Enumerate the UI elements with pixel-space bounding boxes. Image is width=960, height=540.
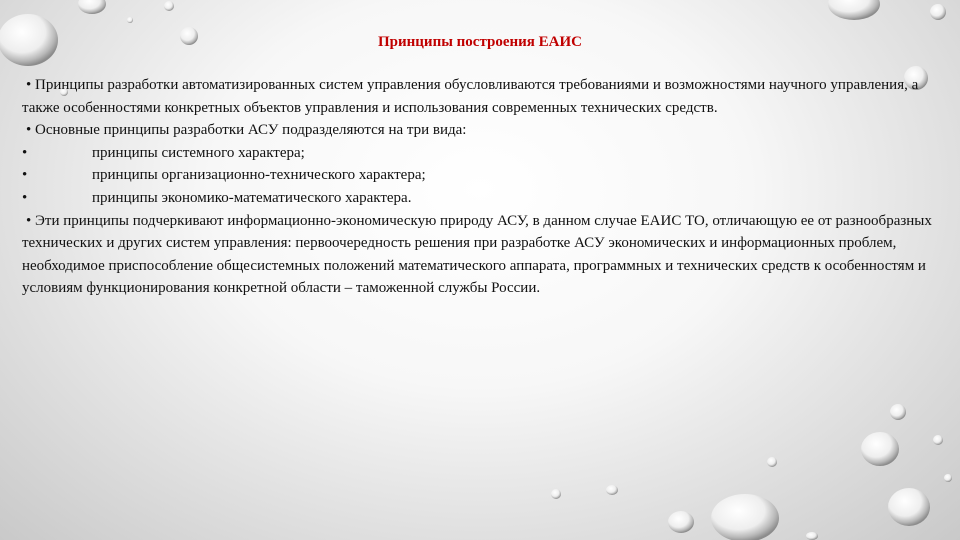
water-drop-icon [828,0,880,20]
water-drop-icon [806,532,818,540]
water-drop-icon [606,485,618,495]
water-drop-icon [127,17,133,23]
bullet-icon: • [26,212,32,229]
water-drop-icon [551,489,561,499]
sub-item-text: принципы экономико-математического характера. [92,189,412,206]
bullet-icon: • [22,144,28,161]
water-drop-icon [933,435,943,445]
list-item [22,119,950,142]
water-drop-icon [668,511,694,533]
water-drop-icon [888,488,930,526]
paragraph-text: Эти принципы подчеркивают информационно-экономическую природу АСУ, в данном случае ЕАИС ТО, отличающую ее от разнообразных технических и других систем управления: первоочередность решения при разработке АСУ экономических и информационных проблем, необходимое приспособление общесистемных положений математического аппарата, программных и технических средств к особенностям и условиям функционирования конкретной области – таможенной службы России. [22,212,932,297]
water-drop-icon [930,4,946,20]
slide-body [22,74,950,300]
bullet-icon: • [22,167,28,184]
sub-item-text: принципы организационно-технического характера; [92,167,426,184]
water-drop-icon [767,457,777,467]
paragraph-text: Основные принципы разработки АСУ подразделяются на три вида: [35,122,467,139]
bullet-icon: • [22,189,28,206]
water-drop-icon [861,432,899,466]
paragraph-text: Принципы разработки автоматизированных систем управления обусловливаются требованиями и возможностями научного управления, а также особенностями конкретных объектов управления и использования современных технических средств. [22,77,919,116]
water-drop-icon [890,404,906,420]
slide-title: Принципы построения ЕАИС [377,34,583,50]
sub-item-text: принципы системного характера; [92,144,305,161]
list-item [22,142,950,165]
bullet-icon: • [26,77,32,93]
list-item [22,210,950,300]
list-item [22,74,950,119]
bullet-icon: • [26,122,32,139]
water-drop-icon [944,474,952,482]
water-drop-icon [164,1,174,11]
water-drop-icon [711,494,779,540]
water-drop-icon [78,0,106,14]
list-item [22,187,950,210]
list-item [22,164,950,187]
